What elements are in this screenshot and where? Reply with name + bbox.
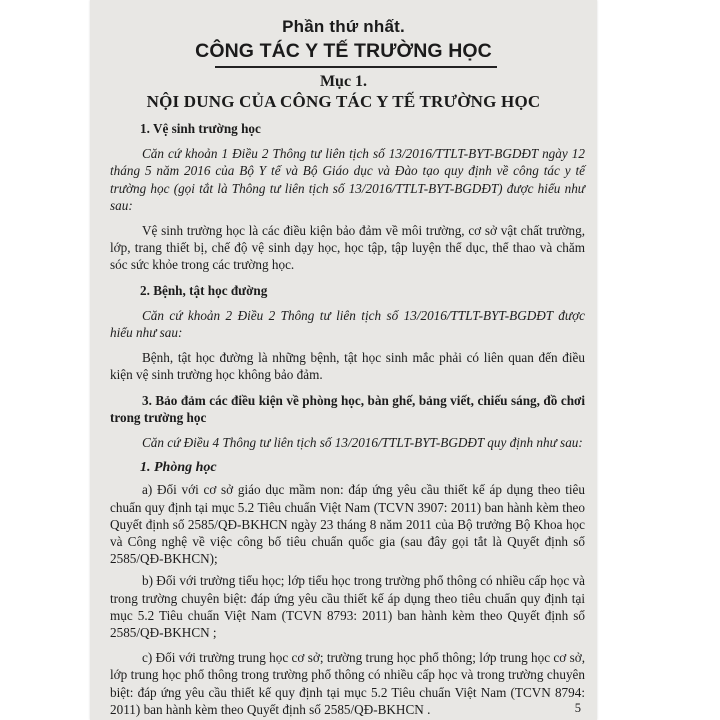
page-body <box>110 116 585 718</box>
item-b-primary: b) Đối với trường tiểu học; lớp tiểu học trong trường phổ thông có nhiều cấp học và trong trường chuyên biệt: đáp ứng yêu cầu thiết kế áp dụng theo tiêu chuẩn quy định tại mục 5.2 Tiêu chuẩn Việt Nam (TCVN 8793: 2011) ban hành kèm theo Quyết định số 2585/QĐ-BKHCN ; <box>110 573 585 641</box>
paragraph-school-hygiene: Vệ sinh trường học là các điều kiện bảo đảm về môi trường, cơ sở vật chất trường, lớp, trang thiết bị, chế độ vệ sinh dạy học, học tập, tập luyện thể dục, thể thao và chăm sóc sức khỏe trong các trường học. <box>110 223 585 273</box>
title-underline <box>215 66 497 68</box>
heading-school-hygiene: 1. Vệ sinh trường học <box>140 121 261 136</box>
section-label: Mục 1. <box>319 73 368 90</box>
subheading-classrooms: 1. Phòng học <box>140 460 217 476</box>
part-subtitle: CÔNG TÁC Y TẾ TRƯỜNG HỌC <box>195 40 492 62</box>
legal-basis-1: Căn cứ khoản 1 Điều 2 Thông tư liên tịch số 13/2016/TTLT-BYT-BGDĐT ngày 12 tháng 5 năm 2016 của Bộ Y tế và Bộ Giáo dục và Đào tạo quy định về công tác y tế trường học (gọi tắt là Thông tư liên tịch số 13/2016/TTLT-BYT-BGDĐT) được hiểu như sau: <box>110 146 585 213</box>
item-a-preschool: a) Đối với cơ sở giáo dục mầm non: đáp ứng yêu cầu thiết kế áp dụng theo tiêu chuẩn quy định tại mục 5.2 Tiêu chuẩn Việt Nam (TCVN 3907: 2011) ban hành kèm theo Quyết định số 2585/QĐ-BKHCN ngày 23 tháng 8 năm 2011 của Bộ trưởng Bộ Khoa học và Công nghệ về việc công bố tiêu chuẩn quốc gia (sau đây gọi tắt là Quyết định số 2585/QĐ-BKHCN); <box>110 482 585 567</box>
section-title: NỘI DUNG CỦA CÔNG TÁC Y TẾ TRƯỜNG HỌC <box>146 92 541 111</box>
heading-school-diseases: 2. Bệnh, tật học đường <box>140 282 268 298</box>
item-c-secondary: c) Đối với trường trung học cơ sở; trường trung học phổ thông; lớp trung học cơ sở, lớp trung học phổ thông trong trường phổ thông có nhiều cấp học và trong trường chuyên biệt: đáp ứng yêu cầu thiết kế quy định tại mục 5.2 Tiêu chuẩn Việt Nam (TCVN 8794: 2011) ban hành kèm theo Quyết định số 2585/QĐ-BKHCN . <box>110 650 585 717</box>
heading-classroom-conditions: 3. Bảo đảm các điều kiện về phòng học, bàn ghế, bảng viết, chiếu sáng, đồ chơi trong trường học <box>110 392 585 425</box>
legal-basis-3: Căn cứ Điều 4 Thông tư liên tịch số 13/2016/TTLT-BYT-BGDĐT quy định như sau: <box>142 435 583 451</box>
paragraph-school-diseases: Bệnh, tật học đường là những bệnh, tật học sinh mắc phải có liên quan đến điều kiện vệ sinh trường học không bảo đảm. <box>110 350 585 383</box>
part-title: Phần thứ nhất. <box>282 17 405 36</box>
book-page <box>90 0 597 720</box>
legal-basis-2: Căn cứ khoản 2 Điều 2 Thông tư liên tịch số 13/2016/TTLT-BYT-BGDĐT được hiểu như sau: <box>110 307 585 341</box>
page-number: 5 <box>574 701 581 715</box>
